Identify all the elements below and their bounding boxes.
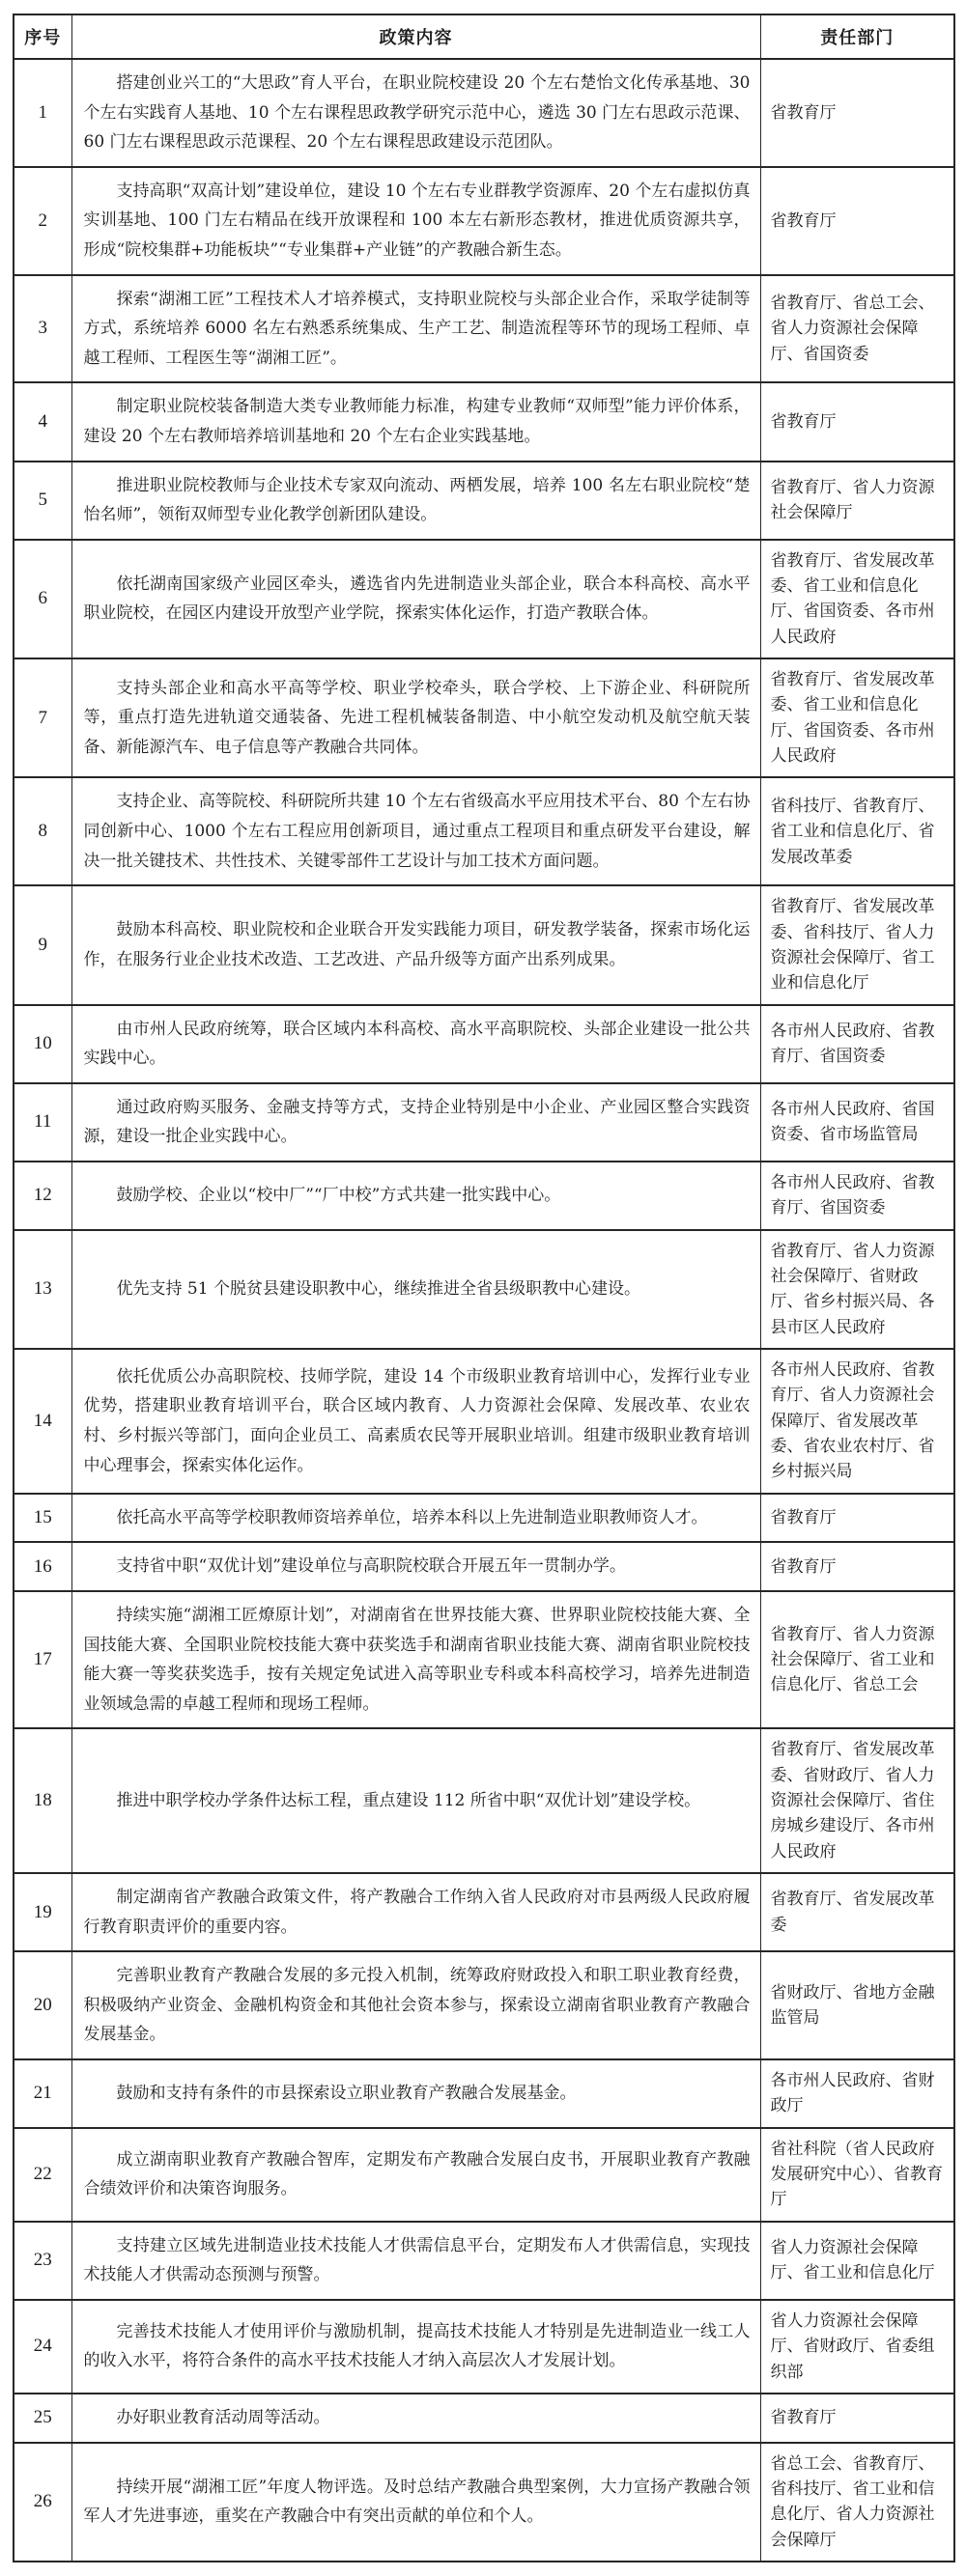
table-row <box>14 1083 954 1162</box>
policy-content-text: 搭建创业兴工的“大思政”育人平台，在职业院校建设 20 个左右楚怡文化传承基地、30 个左右实践育人基地、10 个左右课程思政教学研究示范中心，遴选 30 门左右思政示范课、60 门左右课程思政示范课程、20 个左右课程思政建设示范团队。 <box>83 73 751 153</box>
row-number: 12 <box>14 1162 71 1230</box>
policy-content-cell <box>71 885 760 1004</box>
row-number: 11 <box>14 1083 71 1162</box>
policy-content-cell <box>71 1083 760 1162</box>
policy-content-cell <box>71 1005 760 1083</box>
row-number: 9 <box>14 885 71 1004</box>
policy-content-text: 优先支持 51 个脱贫县建设职教中心，继续推进全省县级职教中心建设。 <box>116 1279 640 1300</box>
table-row <box>14 1873 954 1951</box>
policy-content-cell <box>71 1349 760 1494</box>
row-number: 4 <box>14 382 71 461</box>
table-row <box>14 1542 954 1591</box>
responsible-dept-cell: 省教育厅 <box>760 59 954 167</box>
table-row <box>14 1005 954 1083</box>
policy-content-text: 制定湖南省产教融合政策文件，将产教融合工作纳入省人民政府对市县两级人民政府履行教育职责评价的重要内容。 <box>83 1888 751 1937</box>
table-row <box>14 275 954 383</box>
table-row <box>14 540 954 658</box>
row-number: 5 <box>14 462 71 540</box>
table-row <box>14 2128 954 2222</box>
responsible-dept-cell: 省教育厅、省发展改革委、省科技厅、省人力资源社会保障厅、省工业和信息化厅 <box>760 885 954 1004</box>
row-number: 8 <box>14 777 71 885</box>
policy-content-text: 持续开展“湖湘工匠”年度人物评选。及时总结产教融合典型案例，大力宣扬产教融合领军人才先进事迹，重奖在产教融合中有突出贡献的单位和个人。 <box>83 2477 751 2527</box>
policy-content-text: 支持企业、高等院校、科研院所共建 10 个左右省级高水平应用技术平台、80 个左右协同创新中心、1000 个左右工程应用创新项目，通过重点工程项目和重点研发平台建设，解决一批关键技术、共性技术、关键零部件工艺设计与加工技术方面问题。 <box>83 792 751 871</box>
row-number: 20 <box>14 1951 71 2059</box>
policy-content-cell <box>71 1591 760 1728</box>
header-cell-content: 政策内容 <box>71 14 760 59</box>
policy-content-text: 完善职业教育产教融合发展的多元投入机制，统筹政府财政投入和职工职业教育经费，积极吸纳产业资金、金融机构资金和其他社会资本参与，探索设立湖南省职业教育产教融合发展基金。 <box>83 1966 751 2045</box>
table-row <box>14 1728 954 1873</box>
policy-content-text: 鼓励学校、企业以“校中厂”“厂中校”方式共建一批实践中心。 <box>116 1186 561 1206</box>
table-row <box>14 1230 954 1349</box>
row-number: 21 <box>14 2059 71 2128</box>
responsible-dept-cell: 省人力资源社会保障厅、省工业和信息化厅 <box>760 2222 954 2300</box>
policy-content-cell <box>71 2059 760 2128</box>
responsible-dept-cell: 省教育厅、省人力资源社会保障厅、省工业和信息化厅、省总工会 <box>760 1591 954 1728</box>
policy-content-cell <box>71 1873 760 1951</box>
row-number: 13 <box>14 1230 71 1349</box>
table-row <box>14 59 954 167</box>
table-row <box>14 2443 954 2562</box>
row-number: 24 <box>14 2300 71 2394</box>
row-number: 23 <box>14 2222 71 2300</box>
table-row <box>14 2394 954 2443</box>
responsible-dept-cell: 省教育厅 <box>760 2394 954 2443</box>
policy-content-text: 鼓励本科高校、职业院校和企业联合开发实践能力项目，研发教学装备，探索市场化运作，在服务行业企业技术改造、工艺改进、产品升级等方面产出系列成果。 <box>83 920 751 969</box>
responsible-dept-cell: 各市州人民政府、省财政厅 <box>760 2059 954 2128</box>
policy-content-cell <box>71 59 760 167</box>
row-number: 26 <box>14 2443 71 2562</box>
row-number: 15 <box>14 1494 71 1543</box>
policy-content-text: 制定职业院校装备制造大类专业教师能力标准，构建专业教师“双师型”能力评价体系，建设 20 个左右教师培养培训基地和 20 个左右企业实践基地。 <box>83 397 751 446</box>
row-number: 17 <box>14 1591 71 1728</box>
policy-content-text: 支持头部企业和高水平高等学校、职业学校牵头，联合学校、上下游企业、科研院所等，重点打造先进轨道交通装备、先进工程机械装备制造、中小航空发动机及航空航天装备、新能源汽车、电子信息等产教融合共同体。 <box>83 678 751 758</box>
policy-content-cell <box>71 1230 760 1349</box>
responsible-dept-cell: 省教育厅 <box>760 1494 954 1543</box>
policy-table <box>13 14 955 2562</box>
responsible-dept-cell: 各市州人民政府、省教育厅、省人力资源社会保障厅、省发展改革委、省农业农村厅、省乡村振兴局 <box>760 1349 954 1494</box>
table-row <box>14 2222 954 2300</box>
row-number: 25 <box>14 2394 71 2443</box>
responsible-dept-cell: 省社科院（省人民政府发展研究中心）、省教育厅 <box>760 2128 954 2222</box>
policy-content-text: 依托优质公办高职院校、技师学院，建设 14 个市级职业教育培训中心，发挥行业专业优势，搭建职业教育培训平台，联合区域内教育、人力资源社会保障、发展改革、农业农村、乡村振兴等部门，面向企业员工、高素质农民等开展职业培训。组建市级职业教育培训中心理事会，探索实体化运作。 <box>83 1366 751 1475</box>
header-cell-no: 序号 <box>14 14 71 59</box>
row-number: 10 <box>14 1005 71 1083</box>
responsible-dept-cell: 省教育厅、省发展改革委、省工业和信息化厅、省国资委、各市州人民政府 <box>760 658 954 777</box>
table-row <box>14 2059 954 2128</box>
table-row <box>14 1162 954 1230</box>
policy-content-text: 依托高水平高等学校职教师资培养单位，培养本科以上先进制造业职教师资人才。 <box>116 1507 708 1527</box>
policy-content-cell <box>71 1951 760 2059</box>
responsible-dept-cell: 省教育厅 <box>760 167 954 275</box>
policy-content-cell <box>71 2222 760 2300</box>
policy-content-text: 支持省中职“双优计划”建设单位与高职院校联合开展五年一贯制办学。 <box>116 1556 626 1577</box>
policy-content-text: 通过政府购买服务、金融支持等方式，支持企业特别是中小企业、产业园区整合实践资源，建设一批企业实践中心。 <box>83 1097 751 1147</box>
responsible-dept-cell: 省教育厅、省发展改革委、省财政厅、省人力资源社会保障厅、省住房城乡建设厅、各市州人民政府 <box>760 1728 954 1873</box>
row-number: 2 <box>14 167 71 275</box>
row-number: 1 <box>14 59 71 167</box>
responsible-dept-cell: 省教育厅、省发展改革委 <box>760 1873 954 1951</box>
policy-content-cell <box>71 275 760 383</box>
table-row <box>14 382 954 461</box>
table-row <box>14 167 954 275</box>
policy-content-text: 成立湖南职业教育产教融合智库，定期发布产教融合发展白皮书，开展职业教育产教融合绩效评价和决策咨询服务。 <box>83 2149 751 2199</box>
responsible-dept-cell: 各市州人民政府、省教育厅、省国资委 <box>760 1005 954 1083</box>
policy-content-cell <box>71 382 760 461</box>
table-row <box>14 1951 954 2059</box>
policy-content-text: 推进职业院校教师与企业技术专家双向流动、两栖发展，培养 100 名左右职业院校“楚怡名师”，领衔双师型专业化教学创新团队建设。 <box>83 475 751 525</box>
responsible-dept-cell: 省教育厅 <box>760 382 954 461</box>
row-number: 22 <box>14 2128 71 2222</box>
responsible-dept-cell: 各市州人民政府、省教育厅、省国资委 <box>760 1162 954 1230</box>
policy-content-cell <box>71 1728 760 1873</box>
policy-content-cell <box>71 540 760 658</box>
policy-content-cell <box>71 1494 760 1543</box>
policy-content-cell <box>71 1162 760 1230</box>
policy-content-text: 推进中职学校办学条件达标工程，重点建设 112 所省中职“双优计划”建设学校。 <box>116 1790 701 1810</box>
policy-content-cell <box>71 462 760 540</box>
responsible-dept-cell: 省人力资源社会保障厅、省财政厅、省委组织部 <box>760 2300 954 2394</box>
policy-content-cell <box>71 1542 760 1591</box>
policy-content-text: 完善技术技能人才使用评价与激励机制，提高技术技能人才特别是先进制造业一线工人的收入水平，将符合条件的高水平技术技能人才纳入高层次人才发展计划。 <box>83 2321 751 2371</box>
responsible-dept-cell: 省教育厅、省总工会、省人力资源社会保障厅、省国资委 <box>760 275 954 383</box>
policy-content-cell <box>71 167 760 275</box>
responsible-dept-cell: 各市州人民政府、省国资委、省市场监管局 <box>760 1083 954 1162</box>
policy-content-cell <box>71 658 760 777</box>
responsible-dept-cell: 省教育厅、省发展改革委、省工业和信息化厅、省国资委、各市州人民政府 <box>760 540 954 658</box>
policy-content-text: 由市州人民政府统筹，联合区域内本科高校、高水平高职院校、头部企业建设一批公共实践中心。 <box>83 1019 751 1069</box>
row-number: 14 <box>14 1349 71 1494</box>
table-row <box>14 2300 954 2394</box>
responsible-dept-cell: 省财政厅、省地方金融监管局 <box>760 1951 954 2059</box>
policy-content-cell <box>71 777 760 885</box>
row-number: 3 <box>14 275 71 383</box>
row-number: 18 <box>14 1728 71 1873</box>
table-row <box>14 1591 954 1728</box>
responsible-dept-cell: 省科技厅、省教育厅、省工业和信息化厅、省发展改革委 <box>760 777 954 885</box>
policy-content-cell <box>71 2394 760 2443</box>
table-row <box>14 777 954 885</box>
policy-content-text: 支持高职“双高计划”建设单位，建设 10 个左右专业群教学资源库、20 个左右虚拟仿真实训基地、100 门左右精品在线开放课程和 100 本左右新形态教材，推进优质资源共享，形成“院校集群+功能板块”“专业集群+产业链”的产教融合新生态。 <box>83 181 751 260</box>
responsible-dept-cell: 省教育厅、省人力资源社会保障厅 <box>760 462 954 540</box>
policy-content-text: 持续实施“湖湘工匠燎原计划”，对湖南省在世界技能大赛、世界职业院校技能大赛、全国技能大赛、全国职业院校技能大赛中获奖选手和湖南省职业技能大赛、湖南省职业院校技能大赛一等奖获奖选手，按有关规定免试进入高等职业专科或本科高校学习，培养先进制造业领域急需的卓越工程师和现场工程师。 <box>83 1605 751 1714</box>
header-cell-dept: 责任部门 <box>760 14 954 59</box>
table-row <box>14 885 954 1004</box>
table-row <box>14 1349 954 1494</box>
table-row <box>14 658 954 777</box>
table-header-row <box>14 14 954 59</box>
responsible-dept-cell: 省教育厅、省人力资源社会保障厅、省财政厅、省乡村振兴局、各县市区人民政府 <box>760 1230 954 1349</box>
policy-content-text: 鼓励和支持有条件的市县探索设立职业教育产教融合发展基金。 <box>116 2084 577 2104</box>
policy-content-text: 探索“湖湘工匠”工程技术人才培养模式，支持职业院校与头部企业合作，采取学徒制等方式，系统培养 6000 名左右熟悉系统集成、生产工艺、制造流程等环节的现场工程师、卓越工程师、工程医生等“湖湘工匠”。 <box>83 289 751 368</box>
policy-content-text: 办好职业教育活动周等活动。 <box>116 2407 330 2427</box>
policy-content-cell <box>71 2128 760 2222</box>
table-row <box>14 462 954 540</box>
policy-content-text: 依托湖南国家级产业园区牵头，遴选省内先进制造业头部企业，联合本科高校、高水平职业院校，在园区内建设开放型产业学院，探索实体化运作，打造产教联合体。 <box>83 574 751 624</box>
table-row <box>14 1494 954 1543</box>
row-number: 7 <box>14 658 71 777</box>
policy-content-text: 支持建立区域先进制造业技术技能人才供需信息平台，定期发布人才供需信息，实现技术技能人才供需动态预测与预警。 <box>83 2235 751 2285</box>
responsible-dept-cell: 省教育厅 <box>760 1542 954 1591</box>
row-number: 6 <box>14 540 71 658</box>
policy-content-cell <box>71 2443 760 2562</box>
responsible-dept-cell: 省总工会、省教育厅、省科技厅、省工业和信息化厅、省人力资源社会保障厅 <box>760 2443 954 2562</box>
policy-content-cell <box>71 2300 760 2394</box>
row-number: 19 <box>14 1873 71 1951</box>
row-number: 16 <box>14 1542 71 1591</box>
